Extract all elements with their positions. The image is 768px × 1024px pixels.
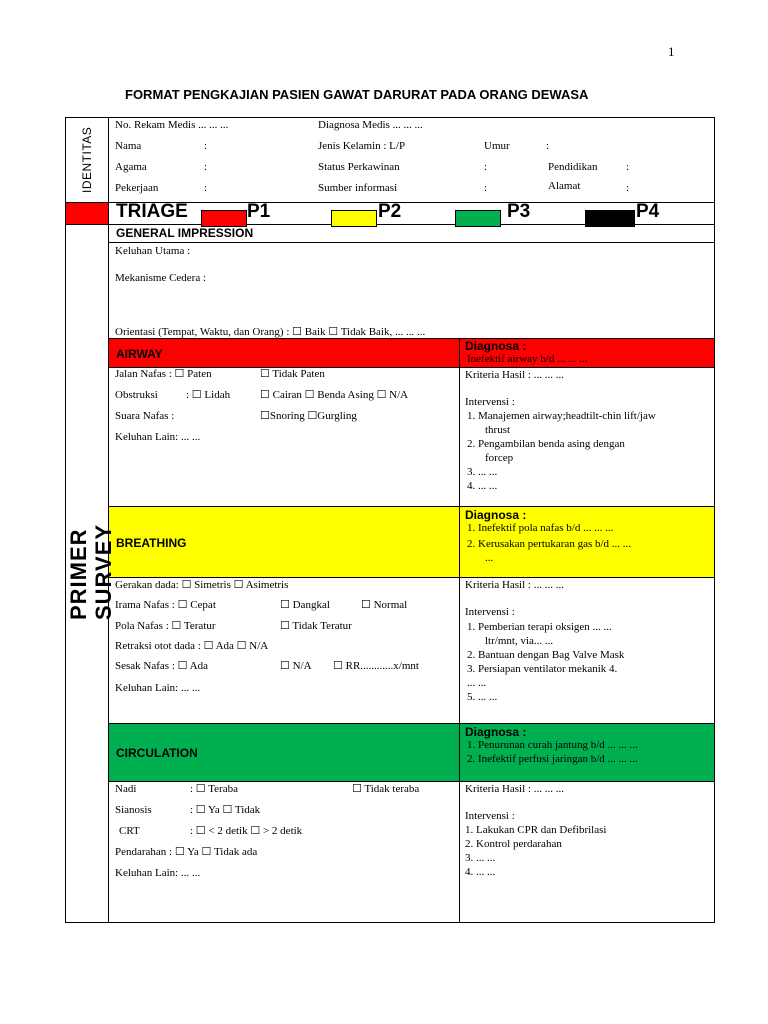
breathing-diagnosa-label: Diagnosa : (465, 508, 527, 522)
suara-nafas-label: Suara Nafas : (115, 410, 175, 422)
nadi-teraba-checkbox[interactable]: : ☐ Teraba (190, 783, 238, 795)
airway-intervensi-2: 2. Pengambilan benda asing dengan (467, 438, 625, 450)
triage-p1-label: P1 (247, 201, 271, 222)
sianosis-label: Sianosis (115, 804, 152, 816)
circulation-diagnosa-1: 1. Penurunan curah jantung b/d ... ... ... (467, 739, 638, 751)
triage-p1-swatch[interactable] (201, 210, 247, 227)
sesak-na-checkbox[interactable]: ☐ N/A (280, 660, 312, 672)
airway-band (109, 338, 714, 368)
breathing-diagnosa-1: 1. Inefektif pola nafas b/d ... ... ... (467, 522, 614, 534)
survey-side-label: SURVEY (91, 523, 116, 620)
obstruksi-options[interactable]: ☐ Cairan ☐ Benda Asing ☐ N/A (260, 389, 409, 401)
obstruksi-lidah-checkbox[interactable]: : ☐ Lidah (186, 389, 231, 401)
breathing-intervensi-5: 5. ... ... (467, 691, 498, 703)
border-left (65, 117, 66, 923)
triage-label: TRIAGE (116, 201, 188, 222)
airway-intervensi-4: 4. ... ... (467, 480, 498, 492)
airway-intervensi-1b: thrust (485, 424, 511, 436)
retraksi-field[interactable]: Retraksi otot dada : ☐ Ada ☐ N/A (115, 640, 269, 652)
obstruksi-label: Obstruksi (115, 389, 158, 401)
triage-p2-label: P2 (378, 201, 402, 222)
jalan-nafas-field: Jalan Nafas : ☐ Paten (115, 368, 212, 380)
page-number: 1 (668, 44, 675, 59)
triage-side-fill (66, 203, 108, 224)
umur-colon: : (546, 140, 550, 152)
pekerjaan-colon: : (204, 182, 208, 194)
irama-dangkal-checkbox[interactable]: ☐ Dangkal (280, 599, 330, 611)
airway-intervensi-1: 1. Manajemen airway;headtilt-chin lift/jaw (467, 410, 656, 422)
agama-label: Agama (115, 161, 147, 173)
airway-diagnosa-label: Diagnosa : (465, 339, 527, 353)
page-title: FORMAT PENGKAJIAN PASIEN GAWAT DARURAT PADA ORANG DEWASA (125, 87, 589, 102)
circulation-intervensi-1: 1. Lakukan CPR dan Defibrilasi (465, 824, 607, 836)
gerakan-dada-field[interactable]: Gerakan dada: ☐ Simetris ☐ Asimetris (115, 579, 289, 591)
breathing-intervensi-1b: ltr/mnt, via... ... (485, 635, 554, 647)
hr-circulation-bottom (108, 781, 715, 782)
airway-intervensi-3: 3. ... ... (467, 466, 498, 478)
breathing-heading: BREATHING (116, 536, 187, 550)
breathing-intervensi-3: 3. Persiapan ventilator mekanik 4. (467, 663, 618, 675)
border-right (714, 117, 715, 923)
jenis-kelamin-field: Jenis Kelamin : L/P (318, 140, 406, 152)
circulation-kriteria-hasil: Kriteria Hasil : ... ... ... (465, 783, 564, 795)
mekanisme-cedera-field: Mekanisme Cedera : (115, 272, 207, 284)
circulation-keluhan-lain: Keluhan Lain: ... ... (115, 867, 201, 879)
hr-circulation-top (108, 723, 715, 724)
hr-breathing-bottom (108, 577, 715, 578)
general-impression-heading: GENERAL IMPRESSION (116, 226, 254, 240)
diagnosa-medis-field: Diagnosa Medis ... ... ... (318, 119, 423, 131)
triage-p3-swatch[interactable] (455, 210, 501, 227)
circulation-intervensi-3: 3. ... ... (465, 852, 496, 864)
crt-options[interactable]: : ☐ < 2 detik ☐ > 2 detik (190, 825, 303, 837)
pola-tidak-teratur-checkbox[interactable]: ☐ Tidak Teratur (280, 620, 352, 632)
breathing-kriteria-hasil: Kriteria Hasil : ... ... ... (465, 579, 564, 591)
agama-colon: : (204, 161, 208, 173)
identitas-side-label: IDENTITAS (80, 126, 94, 193)
airway-diagnosa-item: Inefektif airway b/d ... ... ... (467, 353, 588, 365)
breathing-diagnosa-2: 2. Kerusakan pertukaran gas b/d ... ... (467, 538, 632, 550)
breathing-keluhan-lain: Keluhan Lain: ... ... (115, 682, 201, 694)
hr-gi (108, 242, 715, 243)
triage-p4-swatch[interactable] (585, 210, 635, 227)
pekerjaan-label: Pekerjaan (115, 182, 159, 194)
circulation-intervensi-4: 4. ... ... (465, 866, 496, 878)
pendarahan-field[interactable]: Pendarahan : ☐ Ya ☐ Tidak ada (115, 846, 258, 858)
irama-nafas-field[interactable]: Irama Nafas : ☐ Cepat (115, 599, 216, 611)
nadi-label: Nadi (115, 783, 137, 795)
triage-p4-label: P4 (636, 201, 660, 222)
airway-kriteria-hasil: Kriteria Hasil : ... ... ... (465, 369, 564, 381)
umur-label: Umur (484, 140, 510, 152)
alamat-colon: : (626, 182, 630, 194)
side-divider (108, 117, 109, 923)
pendidikan-label: Pendidikan (548, 161, 598, 173)
circulation-heading: CIRCULATION (116, 746, 198, 760)
primer-side-label: PRIMER (66, 528, 91, 620)
hr-breathing-top (108, 506, 715, 507)
crt-label: CRT (119, 825, 140, 837)
status-perkawinan-colon: : (484, 161, 488, 173)
airway-heading: AIRWAY (116, 347, 163, 361)
airway-keluhan-lain: Keluhan Lain: ... ... (115, 431, 201, 443)
triage-p2-swatch[interactable] (331, 210, 377, 227)
breathing-intervensi-1: 1. Pemberian terapi oksigen ... ... (467, 621, 612, 633)
sianosis-options[interactable]: : ☐ Ya ☐ Tidak (190, 804, 261, 816)
sumber-informasi-colon: : (484, 182, 488, 194)
circulation-intervensi-label: Intervensi : (465, 810, 515, 822)
irama-normal-checkbox[interactable]: ☐ Normal (361, 599, 408, 611)
nama-label: Nama (115, 140, 142, 152)
nama-colon: : (204, 140, 208, 152)
alamat-label: Alamat (548, 180, 581, 192)
suara-nafas-options[interactable]: ☐Snoring ☐Gurgling (260, 410, 357, 422)
airway-intervensi-2b: forcep (485, 452, 514, 464)
sumber-informasi-label: Sumber informasi (318, 182, 398, 194)
triage-p3-label: P3 (507, 201, 531, 222)
circulation-diagnosa-label: Diagnosa : (465, 725, 527, 739)
breathing-diagnosa-2b: ... (485, 552, 494, 564)
pola-nafas-field[interactable]: Pola Nafas : ☐ Teratur (115, 620, 216, 632)
sesak-rr-field[interactable]: ☐ RR............x/mnt (333, 660, 419, 672)
breathing-intervensi-3b: ... ... (467, 677, 487, 689)
no-rekam-medis-field: No. Rekam Medis ... ... ... (115, 119, 229, 131)
airway-intervensi-label: Intervensi : (465, 396, 515, 408)
breathing-intervensi-label: Intervensi : (465, 606, 515, 618)
nadi-tidak-teraba-checkbox[interactable]: ☐ Tidak teraba (352, 783, 420, 795)
column-divider (459, 338, 460, 923)
status-perkawinan-label: Status Perkawinan (318, 161, 400, 173)
orientasi-field: Orientasi (Tempat, Waktu, dan Orang) : ☐ Baik ☐ Tidak Baik, ... ... ... (115, 326, 426, 338)
tidak-paten-checkbox[interactable]: ☐ Tidak Paten (260, 368, 325, 380)
circulation-intervensi-2: 2. Kontrol perdarahan (465, 838, 562, 850)
border-bottom (65, 922, 715, 923)
pendidikan-colon: : (626, 161, 630, 173)
breathing-intervensi-2: 2. Bantuan dengan Bag Valve Mask (467, 649, 625, 661)
keluhan-utama-field: Keluhan Utama : (115, 245, 191, 257)
circulation-diagnosa-2: 2. Inefektif perfusi jaringan b/d ... ... ... (467, 753, 638, 765)
sesak-nafas-field[interactable]: Sesak Nafas : ☐ Ada (115, 660, 208, 672)
border-top (65, 117, 715, 118)
